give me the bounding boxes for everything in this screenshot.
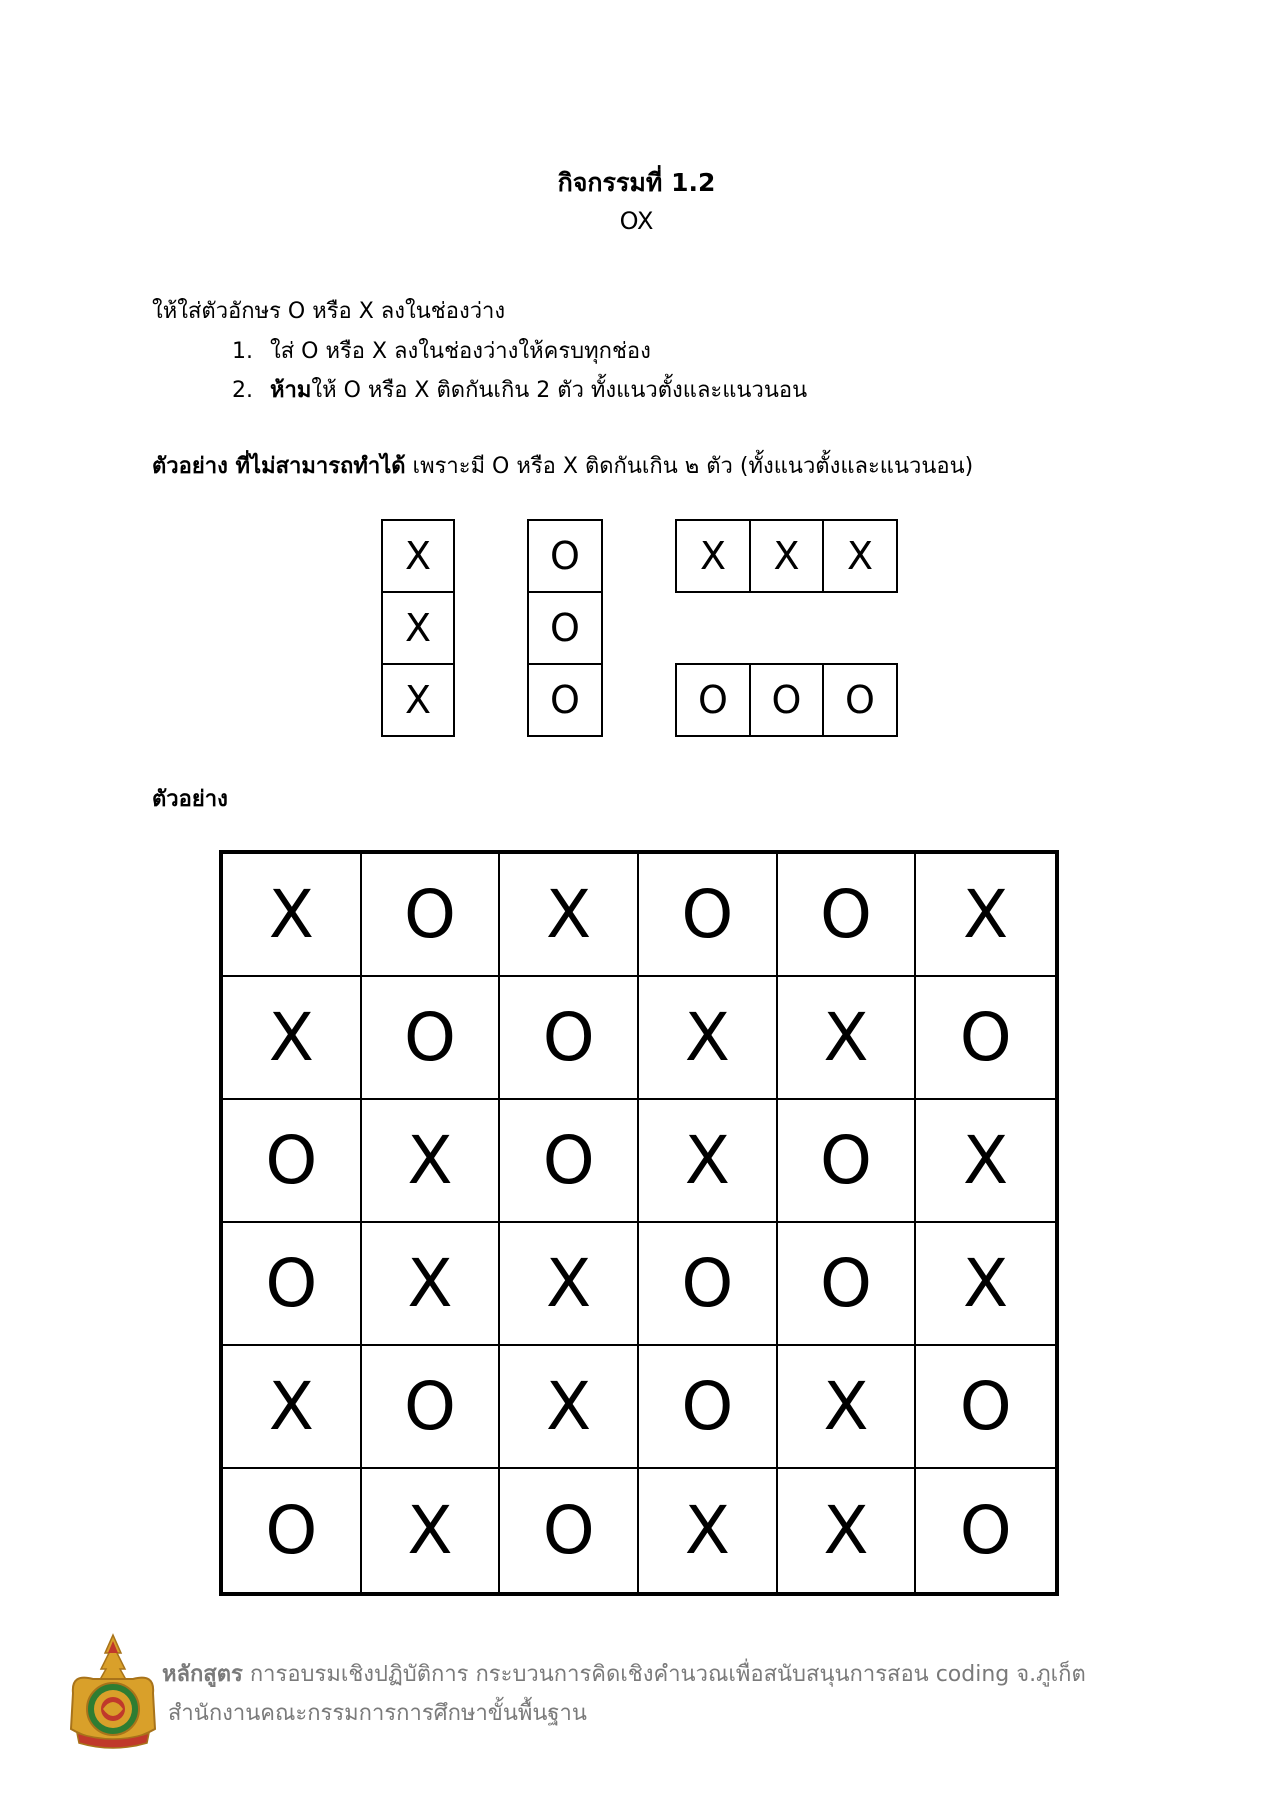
grid-cell: X <box>639 977 778 1100</box>
grid-cell: O <box>916 977 1055 1100</box>
grid-cell: X <box>223 854 362 977</box>
bad-horizontal-o-cell: O <box>749 663 824 737</box>
grid-cell: O <box>778 854 917 977</box>
grid-cell: X <box>778 1469 917 1592</box>
grid-cell: X <box>223 1346 362 1469</box>
grid-cell: X <box>500 1346 639 1469</box>
bad-horizontal-o-cell: O <box>822 663 898 737</box>
grid-cell: O <box>223 1223 362 1346</box>
grid-cell: O <box>362 1346 501 1469</box>
rule-2 <box>232 372 807 407</box>
bad-vertical-o-cell: O <box>527 519 603 593</box>
grid-cell: X <box>362 1223 501 1346</box>
bad-example-bold: ตัวอย่าง ที่ไม่สามารถทำได้ <box>152 454 406 479</box>
grid-cell: O <box>916 1346 1055 1469</box>
bad-horizontal-x-cell: X <box>822 519 898 593</box>
grid-cell: X <box>500 1223 639 1346</box>
grid-cell: O <box>223 1469 362 1592</box>
bad-horizontal-o-cell: O <box>675 663 751 737</box>
bad-vertical-x-cell: X <box>381 519 455 593</box>
grid-cell: O <box>639 854 778 977</box>
bad-example-caption <box>152 448 973 483</box>
grid-cell: X <box>223 977 362 1100</box>
bad-example-text: เพราะมี O หรือ X ติดกันเกิน ๒ ตัว (ทั้งแนวตั้งและแนวนอน) <box>405 454 974 479</box>
bad-vertical-o-cell: O <box>527 591 603 665</box>
grid-cell: X <box>916 1223 1055 1346</box>
obec-emblem-logo <box>63 1633 163 1749</box>
footer-course-line <box>162 1656 1086 1691</box>
bad-vertical-o-cell: O <box>527 663 603 737</box>
grid-cell: X <box>362 1100 501 1223</box>
rule-2-number: 2. <box>232 378 253 403</box>
grid-cell: O <box>639 1223 778 1346</box>
grid-cell: O <box>778 1100 917 1223</box>
grid-cell: O <box>500 1469 639 1592</box>
example-label: ตัวอย่าง <box>152 787 228 812</box>
grid-cell: O <box>362 977 501 1100</box>
bad-horizontal-x-cell: X <box>749 519 824 593</box>
footer-line1: การอบรมเชิงปฏิบัติการ กระบวนการคิดเชิงคำนวณเพื่อสนับสนุนการสอน coding จ.ภูเก็ต <box>242 1662 1086 1687</box>
grid-cell: O <box>639 1346 778 1469</box>
grid-cell: X <box>639 1100 778 1223</box>
rule-1 <box>232 333 651 368</box>
grid-cell: O <box>959 1492 1012 1569</box>
example-grid <box>219 850 1059 1596</box>
footer-bold: หลักสูตร <box>162 1662 243 1687</box>
rule-1-number: 1. <box>232 339 253 364</box>
grid-cell: O <box>362 854 501 977</box>
bad-horizontal-x-cell: X <box>675 519 751 593</box>
grid-cell: O <box>223 1100 362 1223</box>
rule-1-text: ใส่ O หรือ X ลงในช่องว่างให้ครบทุกช่อง <box>270 339 651 364</box>
footer-office-line: สำนักงานคณะกรรมการการศึกษาขั้นพื้นฐาน <box>168 1701 587 1726</box>
grid-cell: O <box>778 1223 917 1346</box>
grid-cell: X <box>916 854 1055 977</box>
instruction-text: ให้ใส่ตัวอักษร O หรือ X ลงในช่องว่าง <box>152 299 506 324</box>
grid-cell: X <box>778 977 917 1100</box>
page-subtitle: OX <box>619 207 654 235</box>
grid-cell: O <box>500 977 639 1100</box>
grid-cell: X <box>362 1469 501 1592</box>
grid-cell: O <box>500 1100 639 1223</box>
rule-2-bold: ห้าม <box>270 378 312 403</box>
grid-cell: X <box>778 1346 917 1469</box>
grid-cell: X <box>916 1100 1055 1223</box>
grid-cell: X <box>639 1469 778 1592</box>
page-title: กิจกรรมที่ 1.2 <box>557 168 716 197</box>
bad-vertical-x-cell: X <box>381 663 455 737</box>
grid-cell: X <box>500 854 639 977</box>
rule-2-text: ให้ O หรือ X ติดกันเกิน 2 ตัว ทั้งแนวตั้งและแนวนอน <box>311 378 808 403</box>
bad-vertical-x-cell: X <box>381 591 455 665</box>
